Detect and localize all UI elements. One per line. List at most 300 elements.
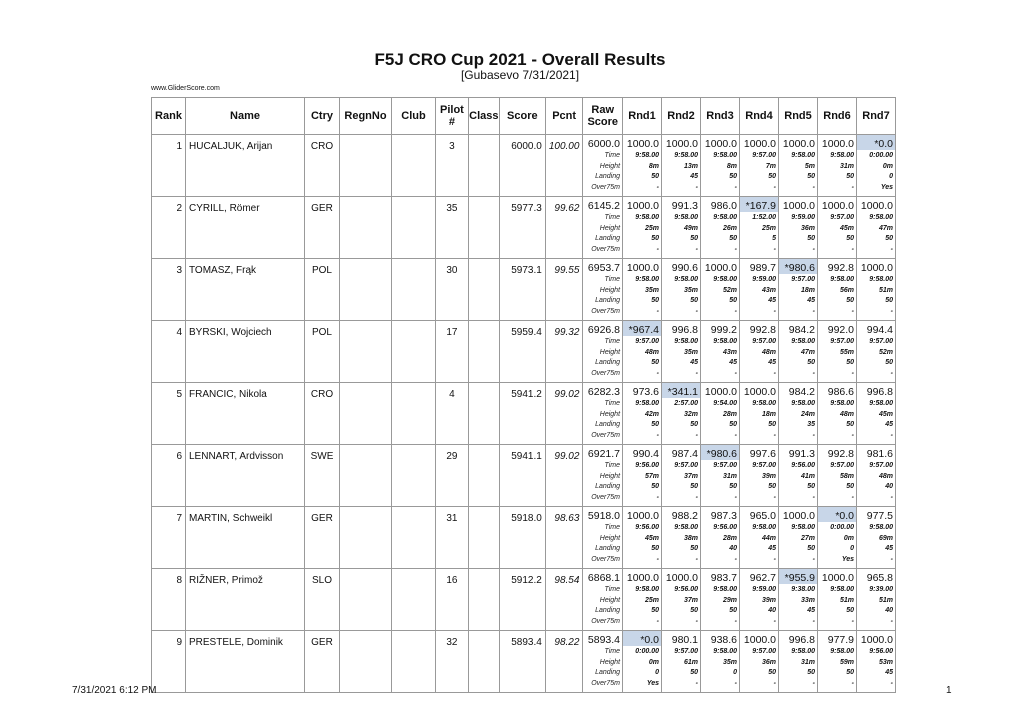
round-score: 987.4: [671, 448, 699, 460]
round-over: -: [890, 431, 894, 439]
round-height: 41m: [801, 472, 816, 480]
round-cell-rnd6: [818, 445, 857, 507]
round-time: 0:00.00: [635, 648, 660, 655]
col-header-pilot: Pilot #: [436, 98, 469, 135]
round-cell-rnd1: [623, 197, 662, 259]
round-cell-rnd1: [623, 631, 662, 693]
round-over: -: [890, 245, 894, 253]
results-table: [151, 97, 896, 693]
round-height: 27m: [801, 534, 816, 542]
round-height: 45m: [879, 410, 894, 418]
round-details: [662, 151, 700, 193]
round-score: 1000.0: [626, 138, 660, 150]
round-cell-rnd7: [857, 569, 896, 631]
round-details: [662, 523, 700, 565]
rank-cell: [152, 507, 186, 569]
round-details: [701, 523, 739, 565]
round-details: [857, 275, 895, 317]
round-landing: 50: [690, 297, 699, 304]
round-cell-rnd2: [662, 631, 701, 693]
name-cell-value: TOMASZ, Frąk: [189, 265, 257, 276]
round-over: -: [695, 307, 699, 315]
round-cell-rnd1: [623, 383, 662, 445]
round-height: 28m: [723, 534, 738, 542]
table-row: [152, 445, 896, 507]
round-score: 1000.0: [626, 262, 660, 274]
round-details: [701, 399, 739, 441]
round-over: -: [890, 617, 894, 625]
round-landing: 50: [807, 235, 816, 242]
round-details: [623, 151, 661, 193]
round-over: -: [773, 431, 777, 439]
round-landing: 50: [651, 607, 660, 614]
col-header-score: Score: [499, 98, 545, 135]
raw-score-cell: [583, 507, 623, 569]
round-details: [818, 337, 856, 379]
dropped-round-score: *167.9: [740, 197, 778, 212]
name-cell-value: LENNART, Ardvisson: [189, 451, 284, 462]
round-landing: 0: [889, 173, 894, 180]
round-over: Yes: [880, 183, 894, 191]
col-header-rnd6: Rnd6: [818, 98, 857, 135]
country-cell: [305, 383, 340, 445]
round-cell-rnd1: [623, 259, 662, 321]
rank-cell-value: 7: [176, 513, 182, 524]
round-landing: 50: [807, 669, 816, 676]
round-landing: 50: [885, 297, 894, 304]
round-cell-rnd5: [779, 259, 818, 321]
club-cell: [392, 631, 436, 693]
round-over: -: [851, 307, 855, 315]
round-over: -: [851, 369, 855, 377]
name-cell: [186, 507, 305, 569]
round-over: Yes: [841, 555, 855, 563]
rank-cell-value: 1: [176, 141, 182, 152]
round-landing: 50: [690, 421, 699, 428]
round-cell-rnd7: [857, 259, 896, 321]
round-time: 9:56.00: [635, 462, 660, 469]
round-cell-rnd7: [857, 321, 896, 383]
rank-cell-value: 2: [176, 203, 182, 214]
club-cell-value: [392, 507, 435, 513]
round-landing: 50: [768, 669, 777, 676]
round-details: [740, 461, 778, 503]
round-over: -: [890, 679, 894, 687]
round-time: 0:00.00: [869, 152, 894, 159]
detail-label: Landing: [595, 235, 621, 242]
col-header-rnd7: Rnd7: [857, 98, 896, 135]
round-height: 48m: [645, 348, 660, 356]
regnno-cell-value: [340, 259, 391, 265]
round-height: 45m: [645, 534, 660, 542]
round-over: -: [695, 617, 699, 625]
name-cell-value: BYRSKI, Wojciech: [189, 327, 272, 338]
pilot-number-cell-value: 16: [446, 575, 458, 586]
round-details: [662, 399, 700, 441]
score-cell-value: 5973.1: [511, 265, 542, 276]
round-details: [818, 461, 856, 503]
round-over: -: [851, 183, 855, 191]
round-score: 1000.0: [626, 572, 660, 584]
detail-labels: [583, 337, 622, 379]
class-cell-value: [469, 631, 499, 637]
results-body: [152, 135, 896, 693]
round-score: 989.7: [749, 262, 777, 274]
round-score: 977.9: [827, 634, 855, 646]
rank-cell: [152, 197, 186, 259]
rank-cell-value: 9: [176, 637, 182, 648]
round-time: 2:57.00: [674, 400, 699, 407]
round-landing: 50: [846, 297, 855, 304]
round-over: -: [890, 493, 894, 501]
round-details: [662, 647, 700, 689]
round-time: 9:39.00: [869, 586, 894, 593]
score-cell-value: 6000.0: [511, 141, 542, 152]
percent-cell-value: 99.32: [554, 327, 580, 338]
detail-label: Time: [604, 462, 621, 469]
round-cell-rnd7: [857, 197, 896, 259]
round-height: 8m: [648, 162, 660, 170]
page-subtitle: [Gubasevo 7/31/2021]: [460, 68, 580, 82]
regnno-cell: [340, 631, 392, 693]
round-details: [779, 151, 817, 193]
rank-cell: [152, 445, 186, 507]
dropped-round-score: *980.6: [701, 445, 739, 460]
raw-score-cell: [583, 445, 623, 507]
table-row: [152, 197, 896, 259]
round-details: [740, 213, 778, 255]
detail-label: Over75m: [591, 431, 621, 439]
round-details: [818, 151, 856, 193]
round-landing: 5: [772, 235, 777, 242]
round-over: -: [812, 245, 816, 253]
round-score: 996.8: [671, 324, 699, 336]
detail-label: Time: [604, 586, 621, 593]
round-cell-rnd3: [701, 507, 740, 569]
round-cell-rnd2: [662, 259, 701, 321]
round-details: [701, 461, 739, 503]
round-landing: 50: [651, 359, 660, 366]
round-height: 47m: [879, 224, 894, 232]
detail-label: Height: [599, 224, 621, 232]
round-height: 35m: [684, 348, 699, 356]
round-height: 36m: [762, 658, 777, 666]
detail-label: Height: [599, 162, 621, 170]
round-time: 9:58.00: [830, 400, 855, 407]
round-cell-rnd1: [623, 321, 662, 383]
class-cell-value: [469, 445, 499, 451]
round-details: [779, 337, 817, 379]
detail-label: Time: [604, 152, 621, 159]
round-score: 996.8: [788, 634, 816, 646]
round-score: 986.6: [827, 386, 855, 398]
detail-label: Over75m: [591, 617, 621, 625]
club-cell-value: [392, 569, 435, 575]
round-cell-rnd3: [701, 197, 740, 259]
page-title: F5J CRO Cup 2021 - Overall Results: [374, 50, 666, 69]
round-over: -: [656, 617, 660, 625]
round-height: 25m: [645, 224, 660, 232]
round-time: 9:59.00: [752, 586, 777, 593]
raw-score-value: 6953.7: [587, 262, 621, 274]
round-details: [857, 151, 895, 193]
round-cell-rnd4: [740, 445, 779, 507]
round-over: -: [812, 679, 816, 687]
regnno-cell: [340, 507, 392, 569]
round-over: -: [851, 679, 855, 687]
round-landing: 40: [885, 483, 894, 490]
round-score: 1000.0: [782, 510, 816, 522]
raw-score-value: 5893.4: [587, 634, 621, 646]
round-time: 9:56.00: [869, 648, 894, 655]
round-cell-rnd2: [662, 135, 701, 197]
round-cell-rnd7: [857, 445, 896, 507]
round-landing: 50: [690, 607, 699, 614]
round-landing: 0: [733, 669, 738, 676]
round-height: 33m: [801, 596, 816, 604]
class-cell-value: [469, 569, 499, 575]
country-cell-value: GER: [311, 203, 333, 214]
percent-cell: [545, 259, 583, 321]
round-height: 56m: [840, 286, 855, 294]
round-score: 992.8: [827, 448, 855, 460]
round-cell-rnd4: [740, 383, 779, 445]
dropped-round-score: *0.0: [857, 135, 895, 150]
round-time: 9:58.00: [830, 276, 855, 283]
round-height: 55m: [840, 348, 855, 356]
round-height: 69m: [879, 534, 894, 542]
score-cell-value: 5959.4: [511, 327, 542, 338]
round-cell-rnd2: [662, 383, 701, 445]
round-cell-rnd4: [740, 197, 779, 259]
round-score: 992.8: [827, 262, 855, 274]
round-score: 1000.0: [743, 386, 777, 398]
header-row: [152, 98, 896, 135]
round-score: 1000.0: [704, 138, 738, 150]
round-landing: 50: [768, 421, 777, 428]
detail-label: Height: [599, 410, 621, 418]
score-cell: [499, 507, 545, 569]
country-cell: [305, 197, 340, 259]
score-cell: [499, 135, 545, 197]
site-link[interactable]: www.GliderScore.com: [151, 85, 220, 92]
round-details: [623, 461, 661, 503]
round-landing: 50: [729, 173, 738, 180]
raw-score-cell: [583, 383, 623, 445]
regnno-cell: [340, 135, 392, 197]
round-score: 973.6: [632, 386, 660, 398]
col-header-rnd4: Rnd4: [740, 98, 779, 135]
round-time: 9:58.00: [674, 214, 699, 221]
round-over: -: [695, 245, 699, 253]
percent-cell-value: 99.62: [554, 203, 580, 214]
table-row: [152, 383, 896, 445]
round-details: [662, 213, 700, 255]
round-time: 9:54.00: [713, 400, 738, 407]
club-cell-value: [392, 383, 435, 389]
round-time: 9:57.00: [830, 338, 855, 345]
country-cell-value: POL: [311, 265, 332, 276]
percent-cell: [545, 445, 583, 507]
round-time: 9:58.00: [791, 400, 816, 407]
round-height: 31m: [723, 472, 738, 480]
round-details: [779, 585, 817, 627]
round-over: -: [734, 679, 738, 687]
round-landing: 40: [768, 607, 777, 614]
round-height: 0m: [843, 534, 855, 542]
rank-cell: [152, 383, 186, 445]
pilot-number-cell-value: 30: [446, 265, 458, 276]
name-cell: [186, 197, 305, 259]
percent-cell-value: 98.54: [554, 575, 580, 586]
round-score: 990.4: [632, 448, 660, 460]
round-details: [623, 337, 661, 379]
round-score: 999.2: [710, 324, 738, 336]
round-cell-rnd6: [818, 383, 857, 445]
round-landing: 50: [846, 483, 855, 490]
round-height: 42m: [645, 410, 660, 418]
round-landing: 40: [885, 607, 894, 614]
round-height: 8m: [726, 162, 738, 170]
round-score: 1000.0: [821, 572, 855, 584]
round-cell-rnd5: [779, 383, 818, 445]
round-score: 965.8: [866, 572, 894, 584]
round-landing: 45: [768, 297, 777, 304]
round-over: -: [734, 555, 738, 563]
detail-label: Height: [599, 472, 621, 480]
pilot-number-cell: [436, 197, 469, 259]
round-score: 991.3: [671, 200, 699, 212]
round-over: -: [695, 431, 699, 439]
round-height: 25m: [645, 596, 660, 604]
round-details: [779, 647, 817, 689]
round-height: 13m: [684, 162, 699, 170]
round-cell-rnd1: [623, 507, 662, 569]
round-over: -: [812, 183, 816, 191]
round-time: 9:56.00: [713, 524, 738, 531]
round-details: [662, 275, 700, 317]
round-over: -: [812, 431, 816, 439]
round-time: 9:58.00: [830, 152, 855, 159]
table-row: [152, 259, 896, 321]
club-cell: [392, 445, 436, 507]
round-landing: 50: [651, 173, 660, 180]
round-landing: 45: [729, 359, 738, 366]
round-time: 9:57.00: [830, 462, 855, 469]
dropped-round-score: *0.0: [623, 631, 661, 646]
round-score: 1000.0: [665, 572, 699, 584]
detail-label: Over75m: [591, 679, 621, 687]
detail-labels: [583, 523, 622, 565]
round-over: -: [812, 307, 816, 315]
detail-label: Over75m: [591, 183, 621, 191]
percent-cell: [545, 197, 583, 259]
round-time: 0:00.00: [830, 524, 855, 531]
round-landing: 50: [690, 669, 699, 676]
round-cell-rnd3: [701, 383, 740, 445]
round-landing: 45: [690, 173, 699, 180]
round-landing: 50: [690, 235, 699, 242]
round-landing: 50: [846, 669, 855, 676]
round-details: [818, 213, 856, 255]
detail-label: Over75m: [591, 369, 621, 377]
round-over: -: [773, 369, 777, 377]
percent-cell-value: 98.22: [554, 637, 580, 648]
round-time: 9:58.00: [635, 276, 660, 283]
country-cell-value: POL: [311, 327, 332, 338]
score-cell: [499, 197, 545, 259]
raw-score-value: 6000.0: [587, 138, 621, 150]
round-details: [857, 399, 895, 441]
score-cell-value: 5977.3: [511, 203, 542, 214]
raw-score-cell: [583, 321, 623, 383]
regnno-cell-value: [340, 445, 391, 451]
round-cell-rnd4: [740, 569, 779, 631]
round-landing: 45: [690, 359, 699, 366]
round-details: [662, 585, 700, 627]
round-landing: 50: [885, 235, 894, 242]
club-cell: [392, 197, 436, 259]
class-cell: [468, 197, 499, 259]
detail-labels: [583, 647, 622, 689]
round-landing: 50: [807, 545, 816, 552]
pilot-number-cell: [436, 445, 469, 507]
dropped-round-score: *0.0: [818, 507, 856, 522]
round-cell-rnd4: [740, 631, 779, 693]
class-cell: [468, 569, 499, 631]
round-over: -: [773, 307, 777, 315]
pilot-number-cell-value: 29: [446, 451, 458, 462]
round-height: 0m: [882, 162, 894, 170]
club-cell-value: [392, 259, 435, 265]
round-cell-rnd6: [818, 631, 857, 693]
detail-label: Over75m: [591, 493, 621, 501]
round-details: [740, 523, 778, 565]
round-time: 9:58.00: [674, 338, 699, 345]
name-cell-value: HUCALJUK, Arijan: [189, 141, 273, 152]
country-cell: [305, 259, 340, 321]
round-over: -: [812, 555, 816, 563]
round-score: 1000.0: [860, 634, 894, 646]
score-cell: [499, 631, 545, 693]
round-landing: 45: [768, 359, 777, 366]
round-over: -: [656, 183, 660, 191]
country-cell: [305, 631, 340, 693]
round-details: [701, 213, 739, 255]
round-score: 991.3: [788, 448, 816, 460]
club-cell: [392, 321, 436, 383]
round-height: 48m: [879, 472, 894, 480]
round-landing: 50: [807, 173, 816, 180]
round-height: 18m: [801, 286, 816, 294]
round-time: 9:57.00: [752, 462, 777, 469]
country-cell: [305, 135, 340, 197]
round-landing: 50: [846, 235, 855, 242]
class-cell: [468, 383, 499, 445]
round-cell-rnd6: [818, 197, 857, 259]
pilot-number-cell-value: 31: [446, 513, 458, 524]
col-header-class: Class: [468, 98, 499, 135]
score-cell-value: 5912.2: [511, 575, 542, 586]
round-score: 992.0: [827, 324, 855, 336]
round-over: -: [851, 493, 855, 501]
club-cell: [392, 259, 436, 321]
table-row: [152, 135, 896, 197]
round-time: 9:58.00: [830, 648, 855, 655]
name-cell: [186, 569, 305, 631]
round-height: 31m: [801, 658, 816, 666]
raw-score-value: 6145.2: [587, 200, 621, 212]
